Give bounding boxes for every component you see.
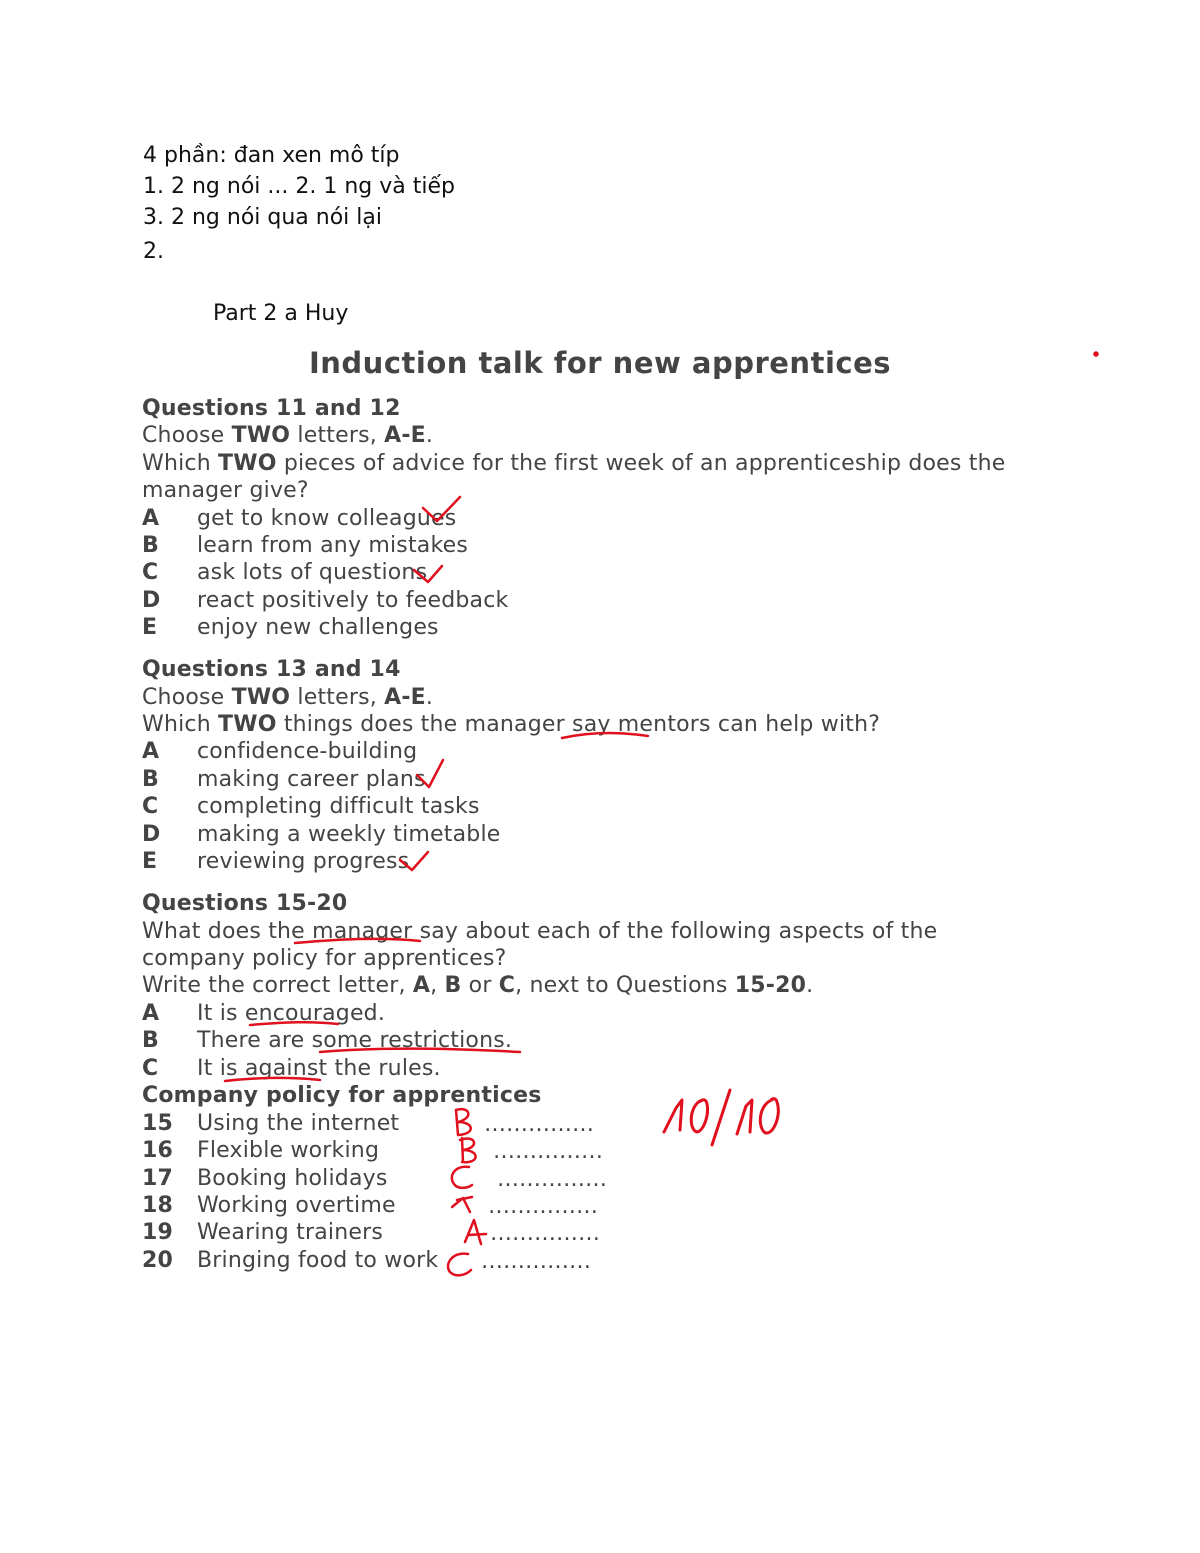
option-row: A confidence-building bbox=[142, 739, 418, 764]
q15-20-heading: Questions 15-20 bbox=[142, 891, 348, 916]
option-row: D react positively to feedback bbox=[142, 588, 509, 613]
q11-12-heading: Questions 11 and 12 bbox=[142, 396, 401, 421]
q13-14-heading: Questions 13 and 14 bbox=[142, 657, 401, 682]
q15-20-instruction: Write the correct letter, A, B or C, next to Questions 15-20. bbox=[142, 973, 814, 998]
policy-heading: Company policy for apprentices bbox=[142, 1083, 542, 1108]
q11-12-question: Which TWO pieces of advice for the first week of an apprenticeship does the bbox=[142, 451, 1006, 476]
policy-item: 15 Using the internet bbox=[142, 1111, 400, 1136]
option-row: E enjoy new challenges bbox=[142, 615, 439, 640]
option-row: D making a weekly timetable bbox=[142, 822, 501, 847]
q11-12-question-cont: manager give? bbox=[142, 478, 309, 503]
q13-14-instruction: Choose TWO letters, A-E. bbox=[142, 685, 434, 710]
q11-12-instruction: Choose TWO letters, A-E. bbox=[142, 423, 434, 448]
q13-14-question: Which TWO things does the manager say mentors can help with? bbox=[142, 712, 881, 737]
q15-20-question: What does the manager say about each of the following aspects of the bbox=[142, 919, 938, 944]
note-line-3: 3. 2 ng nói qua nói lại bbox=[143, 205, 382, 230]
option-row: A get to know colleagues bbox=[142, 506, 457, 531]
score-mark bbox=[664, 1090, 778, 1145]
answer-blank: …………… bbox=[490, 1221, 600, 1246]
note-line-4: 2. bbox=[143, 239, 164, 264]
q15-20-question-cont: company policy for apprentices? bbox=[142, 946, 507, 971]
option-row: C completing difficult tasks bbox=[142, 794, 480, 819]
page-title: Induction talk for new apprentices bbox=[308, 346, 892, 380]
option-row: A It is encouraged. bbox=[142, 1001, 386, 1026]
answer-blank: …………… bbox=[497, 1167, 607, 1192]
answer-blank: …………… bbox=[488, 1194, 598, 1219]
policy-item: 17 Booking holidays bbox=[142, 1166, 388, 1191]
option-row: E reviewing progress bbox=[142, 849, 410, 874]
option-row: B making career plans bbox=[142, 767, 426, 792]
part-label: Part 2 a Huy bbox=[213, 301, 349, 326]
policy-item: 16 Flexible working bbox=[142, 1138, 380, 1163]
policy-item: 18 Working overtime bbox=[142, 1193, 396, 1218]
note-line-1: 4 phần: đan xen mô típ bbox=[143, 143, 400, 168]
policy-item: 20 Bringing food to work bbox=[142, 1248, 439, 1273]
answer-blank: …………… bbox=[481, 1249, 591, 1274]
note-line-2: 1. 2 ng nói ... 2. 1 ng và tiếp bbox=[143, 174, 455, 199]
option-row: B learn from any mistakes bbox=[142, 533, 469, 558]
option-row: C It is against the rules. bbox=[142, 1056, 441, 1081]
answer-blank: …………… bbox=[493, 1139, 603, 1164]
policy-item: 19 Wearing trainers bbox=[142, 1220, 383, 1245]
option-row: C ask lots of questions bbox=[142, 560, 428, 585]
answer-blank: …………… bbox=[484, 1112, 594, 1137]
option-row: B There are some restrictions. bbox=[142, 1028, 513, 1053]
